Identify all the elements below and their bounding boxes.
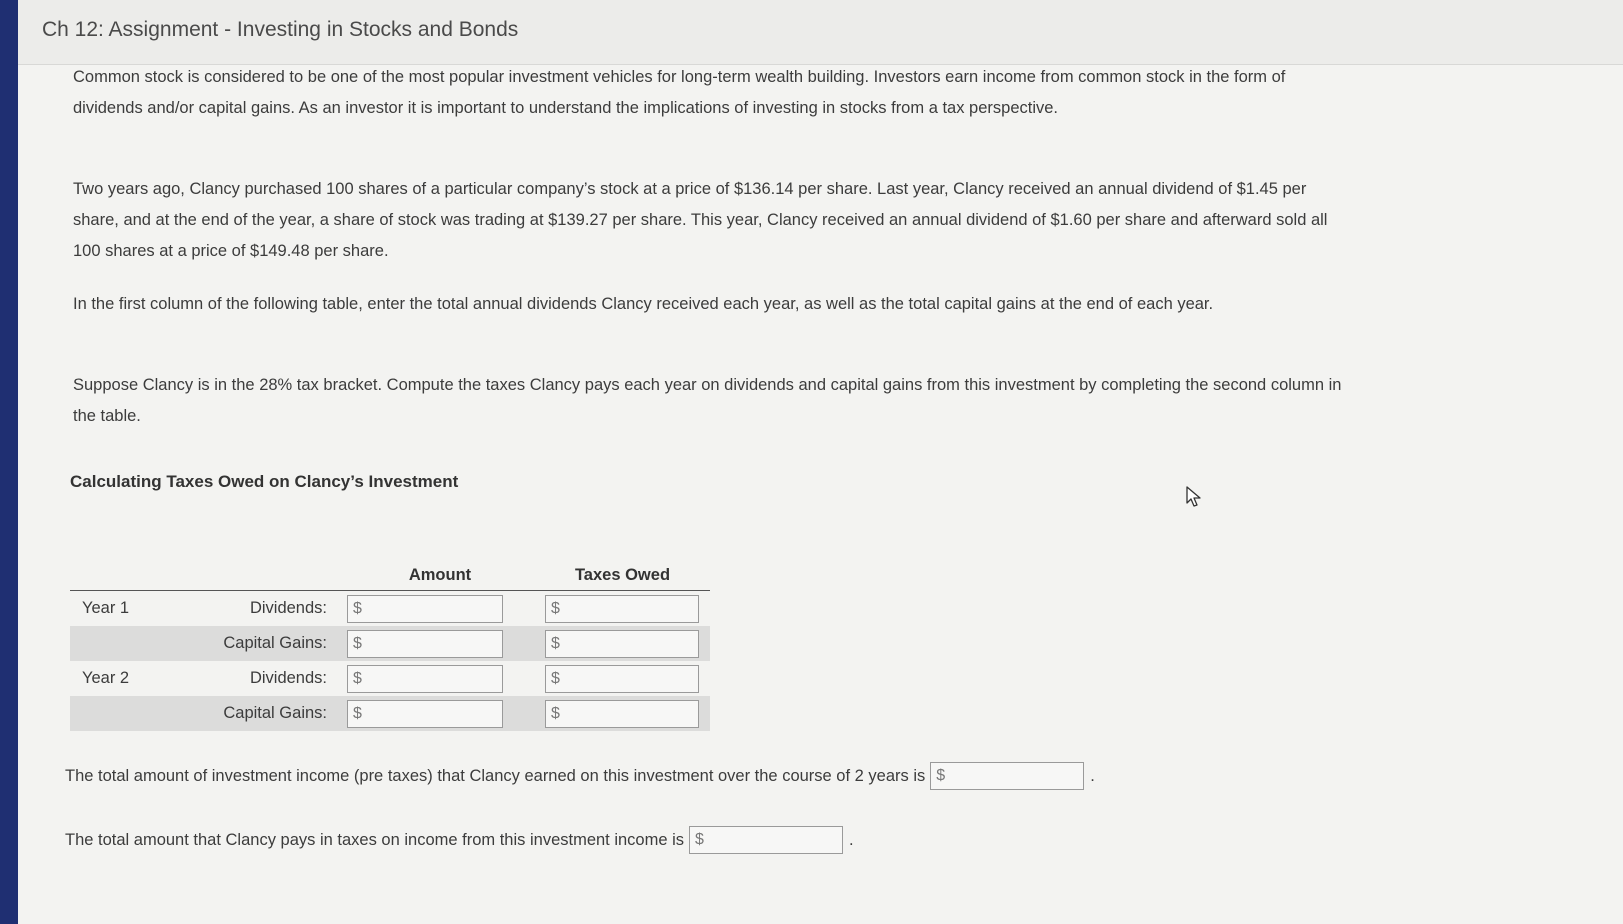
year1-capital-gains-amount-field[interactable]: $ xyxy=(347,630,503,658)
row-label: Capital Gains: xyxy=(177,626,345,661)
year1-dividends-taxes-input[interactable] xyxy=(566,596,698,622)
total-taxes-text: The total amount that Clancy pays in taxes on income from this investment income is xyxy=(65,830,685,849)
column-header-taxes-owed: Taxes Owed xyxy=(535,560,710,591)
year2-capital-gains-amount-input[interactable] xyxy=(368,701,502,727)
table-row xyxy=(70,626,710,661)
total-income-field[interactable]: $ xyxy=(930,762,1084,790)
total-taxes-question: The total amount that Clancy pays in taxes on income from this investment income is $ . xyxy=(65,826,854,854)
instruction-paragraph-2: Suppose Clancy is in the 28% tax bracket. Compute the taxes Clancy pays each year on dividends and capital gains from this investment by completing the second column in the table. xyxy=(73,376,1342,425)
row-year: Year 2 xyxy=(82,669,130,687)
total-income-text: The total amount of investment income (pre taxes) that Clancy earned on this investment over the course of 2 years is xyxy=(65,766,926,785)
total-income-question: The total amount of investment income (pre taxes) that Clancy earned on this investment over the course of 2 years is $ . xyxy=(65,762,1095,790)
year2-dividends-taxes-field[interactable]: $ xyxy=(545,665,699,693)
row-year xyxy=(70,626,177,661)
left-edge-band xyxy=(0,0,18,924)
row-year xyxy=(70,696,177,731)
assignment-page xyxy=(18,0,1623,924)
tax-table xyxy=(70,560,710,731)
year1-dividends-taxes-field[interactable]: $ xyxy=(545,595,699,623)
year2-dividends-amount-field[interactable]: $ xyxy=(347,665,503,693)
year1-dividends-amount-field[interactable]: $ xyxy=(347,595,503,623)
year1-capital-gains-taxes-input[interactable] xyxy=(566,631,698,657)
year1-capital-gains-taxes-field[interactable]: $ xyxy=(545,630,699,658)
year2-dividends-amount-input[interactable] xyxy=(368,666,502,692)
table-heading: Calculating Taxes Owed on Clancy’s Investment xyxy=(70,472,459,491)
year2-capital-gains-taxes-field[interactable]: $ xyxy=(545,700,699,728)
total-taxes-input[interactable] xyxy=(710,827,842,853)
table-row xyxy=(70,591,710,627)
year2-capital-gains-amount-field[interactable]: $ xyxy=(347,700,503,728)
total-taxes-field[interactable]: $ xyxy=(689,826,843,854)
table-header-row xyxy=(70,560,710,591)
row-label: Dividends: xyxy=(249,599,327,617)
mouse-pointer-icon xyxy=(1186,486,1202,508)
year1-capital-gains-amount-input[interactable] xyxy=(368,631,502,657)
table-row xyxy=(70,661,710,696)
page-title: Ch 12: Assignment - Investing in Stocks and Bonds xyxy=(42,18,519,41)
year2-capital-gains-taxes-input[interactable] xyxy=(566,701,698,727)
intro-paragraph: Common stock is considered to be one of the most popular investment vehicles for long-term wealth building. Investors earn income from common stock in the form of dividends and/or capital gains. As an investor it is important to understand the implications of investing in stocks from a tax perspective. xyxy=(73,68,1286,117)
row-label: Capital Gains: xyxy=(177,696,345,731)
table-row xyxy=(70,696,710,731)
year2-dividends-taxes-input[interactable] xyxy=(566,666,698,692)
row-year: Year 1 xyxy=(82,599,130,617)
title-bar xyxy=(18,0,1623,65)
column-header-amount: Amount xyxy=(345,560,535,591)
year1-dividends-amount-input[interactable] xyxy=(368,596,502,622)
total-income-input[interactable] xyxy=(951,763,1083,789)
scenario-paragraph: Two years ago, Clancy purchased 100 shares of a particular company’s stock at a price of $136.14 per share. Last year, Clancy received an annual dividend of $1.45 per share, and at the end of the year, a share of stock was trading at $139.27 per share. This year, Clancy received an annual dividend of $1.60 per share and afterward sold all 100 shares at a price of $149.48 per share. xyxy=(73,180,1328,260)
instruction-paragraph-1: In the first column of the following table, enter the total annual dividends Clancy received each year, as well as the total capital gains at the end of each year. xyxy=(73,295,1214,313)
row-label: Dividends: xyxy=(249,669,327,687)
